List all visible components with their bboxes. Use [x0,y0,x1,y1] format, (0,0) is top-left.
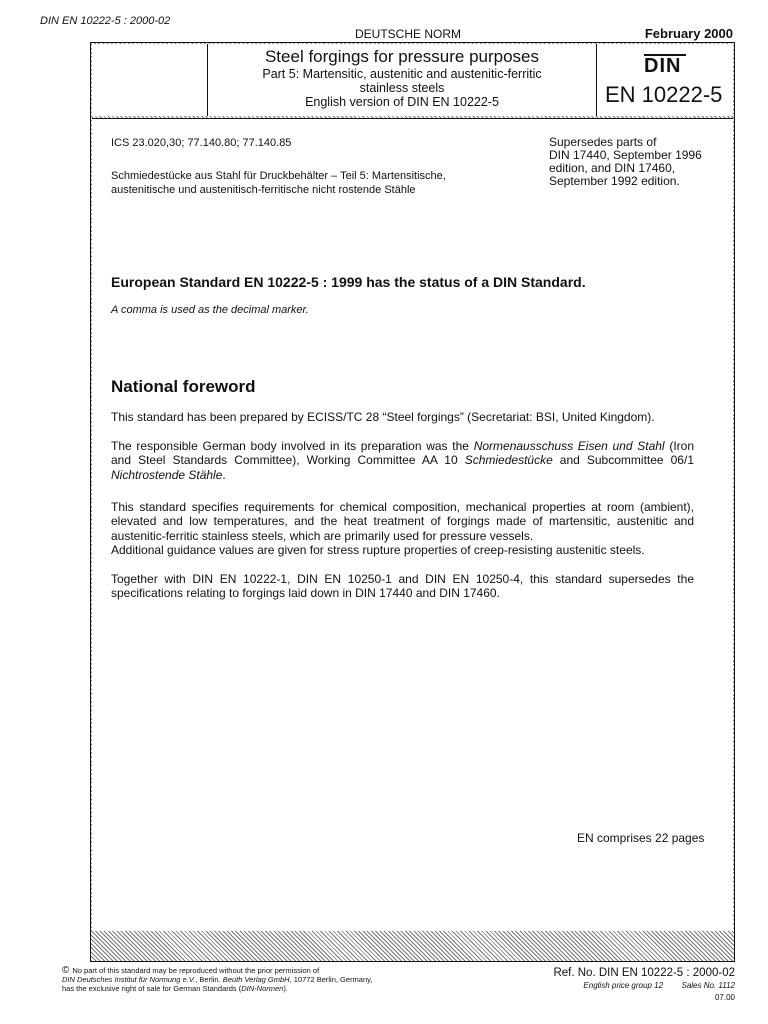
edition-code: 07.00 [714,993,735,1002]
national-foreword-heading: National foreword [111,377,256,396]
din-box [597,44,733,116]
left-header-box [92,44,208,116]
supersedes-line-1: Supersedes parts of [549,135,657,149]
german-title [111,169,521,197]
price-group: English price group 12 [583,981,664,990]
content-area [92,118,733,931]
issue-date: February 2000 [644,26,733,41]
supersedes-line-2: DIN 17440, September 1996 [549,148,702,162]
foreword-paragraph-2: The responsible German body involved in its preparation was the Normenausschuss Eisen und Stahl (Iron and Steel Standards Committee), Working Committee AA 10 Schmiedestücke and Subcommittee 06/1 Nichtrostende Stähle. [111,439,694,482]
supersedes-line-4: September 1992 edition. [549,174,680,188]
english-version-note: English version of DIN EN 10222-5 [305,95,499,109]
din-status-statement: European Standard EN 10222-5 : 1999 has the status of a DIN Standard. [111,274,586,290]
din-number: EN 10222-5 [605,82,723,107]
main-title: Steel forgings for pressure purposes [264,47,540,66]
sales-number: Sales No. 1112 [681,981,735,990]
page-count-note: EN comprises 22 pages [577,831,705,845]
german-title-line-1: Schmiedestücke aus Stahl für Druckbehälter – Teil 5: Martensitische, [111,170,446,182]
copyright-notice: © No part of this standard may be reproduced without the prior permission of DIN Deutsches Institut für Normung e.V., Berlin. Beuth Verlag GmbH, 10772 Berlin, Germany, has the exclusive right of sale for German Standards (DIN-Normen). [62,965,373,993]
title-box [208,44,597,116]
german-title-line-2: austenitische und austenitisch-ferritische nicht rostende Stähle [111,184,416,196]
reference-number: Ref. No. DIN EN 10222-5 : 2000-02 [553,967,735,979]
din-logo-rule [644,54,686,56]
document-reference: DIN EN 10222-5 : 2000-02 [40,15,171,27]
price-and-sales [583,981,735,990]
part-title-line-1: Part 5: Martensitic, austenitic and austenitic-ferritic [262,67,542,81]
deutsche-norm-label: DEUTSCHE NORM [355,27,462,41]
din-logo: DIN [644,55,682,77]
part-title-line-2: stainless steels [359,80,445,95]
foreword-paragraph-3: This standard specifies requirements for chemical composition, mechanical properties at room (ambient), elevated and low temperatures, and the heat treatment of forgings made of martensitic, austenitic and austenitic-ferritic stainless steels, which are primarily used for pressure vessels. Additional guidance values are given for stress rupture properties of creep-resisting austenitic steels. [111,500,694,558]
copyright-symbol: © [62,965,70,976]
decimal-marker-note: A comma is used as the decimal marker. [111,304,309,316]
supersedes-note [549,136,702,188]
foreword-paragraph-4: Together with DIN EN 10222-1, DIN EN 10250-1 and DIN EN 10250-4, this standard supersedes the specifications relating to forgings laid down in DIN 17440 and DIN 17460. [111,572,694,601]
foreword-paragraph-1: This standard has been prepared by ECISS/TC 28 “Steel forgings” (Secretariat: BSI, United Kingdom). [111,410,655,424]
ics-codes: ICS 23.020,30; 77.140.80; 77.140.85 [111,137,292,149]
supersedes-line-3: edition, and DIN 17460, [549,161,676,175]
